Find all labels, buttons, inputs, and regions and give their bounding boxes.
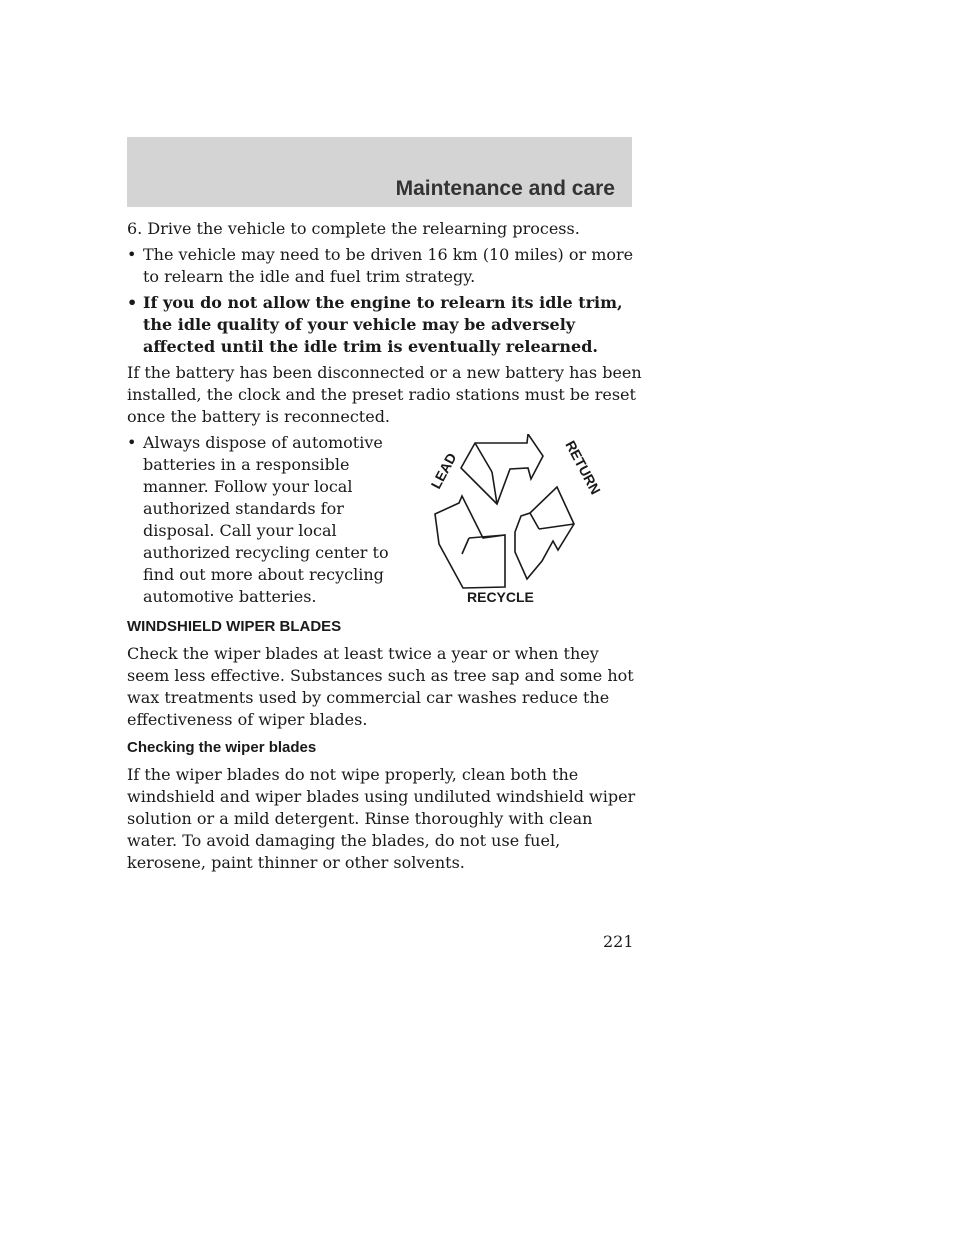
- recycle-arrow-right: [515, 487, 574, 579]
- bullet-icon: •: [127, 245, 137, 264]
- checking-wiper-blades-text: If the wiper blades do not wipe properly, clean both the windshield and wiper blades using undiluted windshield wiper solution or a mild detergent. Rinse thoroughly with clean water. To avoid damaging the blades, do not use fuel, kerosene, paint thinner or other solvents.: [127, 765, 636, 872]
- list-item-relearn-distance: [127, 244, 642, 288]
- recycle-label-lead: LEAD: [427, 450, 460, 492]
- list-item-text: Always dispose of automotive batteries in a responsible manner. Follow your local authorized standards for disposal. Call your local authorized recycling center to find out more about recycling automotive batteries.: [143, 433, 389, 606]
- section-heading-wiper-blades: WINDSHIELD WIPER BLADES: [127, 618, 342, 635]
- recycle-arrow-top: [461, 434, 543, 504]
- battery-disconnect-note: If the battery has been disconnected or a new battery has been installed, the clock and the preset radio stations must be reset once the battery is reconnected.: [127, 363, 642, 426]
- page-content: [127, 218, 642, 878]
- recycle-arrows-icon: [417, 434, 607, 604]
- wiper-blades-intro: Check the wiper blades at least twice a year or when they seem less effective. Substances such as tree sap and some hot wax treatments used by commercial car washes reduce the effectiveness of wiper blades.: [127, 644, 634, 729]
- recycle-label-recycle: RECYCLE: [467, 589, 534, 604]
- list-item-idle-trim-warning: [127, 292, 642, 358]
- section-title: Maintenance and care: [395, 177, 615, 200]
- list-item-text: If you do not allow the engine to relearn its idle trim, the idle quality of your vehicle may be adversely affected until the idle trim is eventually relearned.: [143, 293, 623, 356]
- recycle-label-return: RETURN: [562, 437, 604, 497]
- recycle-arrow-top-fold: [475, 443, 492, 472]
- list-item-dispose-batteries: [127, 432, 393, 608]
- subheading-checking-wiper-blades: Checking the wiper blades: [127, 739, 317, 756]
- recycle-arrow-right-fold: [530, 513, 539, 529]
- bullet-icon: •: [127, 293, 138, 312]
- recycle-arrow-left: [435, 496, 505, 588]
- recycle-arrow-right-fold: [539, 524, 574, 529]
- battery-disposal-row: [127, 432, 642, 604]
- section-header-band: [127, 137, 632, 207]
- list-item-text: The vehicle may need to be driven 16 km (10 miles) or more to relearn the idle and fuel trim strategy.: [143, 245, 634, 286]
- bullet-icon: •: [127, 433, 137, 452]
- page-number: 221: [603, 932, 634, 951]
- step-6: 6. Drive the vehicle to complete the relearning process.: [127, 219, 580, 238]
- recycle-arrow-left-fold: [462, 538, 469, 554]
